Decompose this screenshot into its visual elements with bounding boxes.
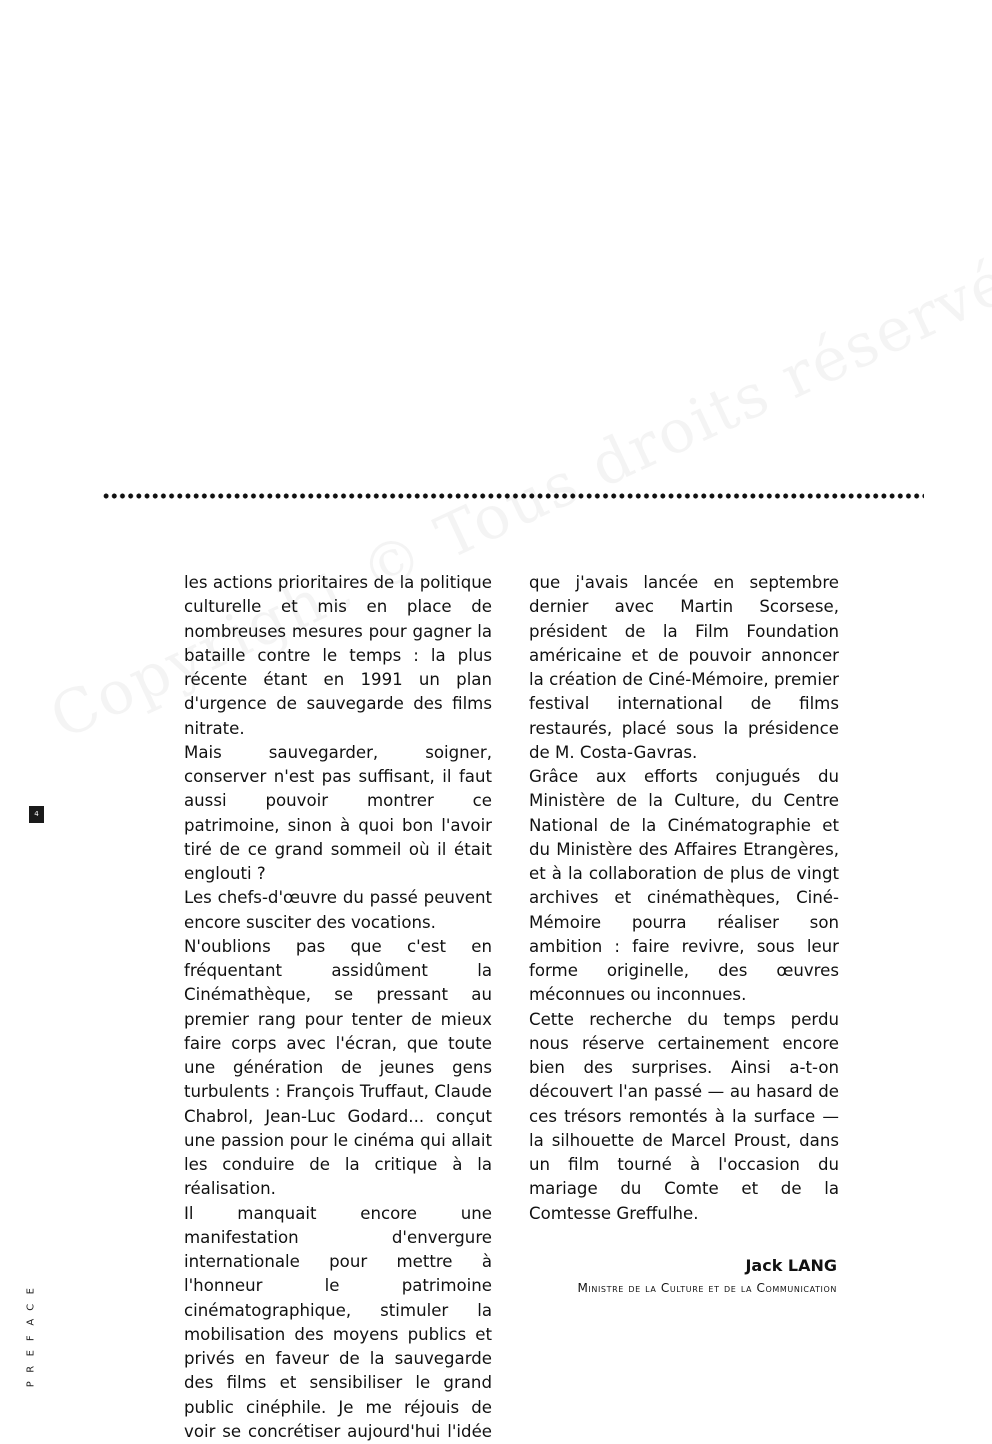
paragraph: N'oublions pas que c'est en fréquentant assidûment la Cinémathèque, se pressant au premier rang pour tenter de mieux faire corps avec l'écran, que toute une génération de jeunes gens turbulents : François Truffaut, Claude Chabrol, Jean-Luc Godard... conçut une passion pour le cinéma qui allait les conduire de la critique à la réalisation.: [184, 935, 492, 1202]
paragraph: Les chefs-d'œuvre du passé peuvent encore susciter des vocations.: [184, 886, 492, 935]
paragraph: que j'avais lancée en septembre dernier avec Martin Scorsese, président de la Film Foundation américaine et de pouvoir annoncer la création de Ciné-Mémoire, premier festival international de films restaurés, placé sous la présidence de M. Costa-Gavras.: [529, 571, 839, 765]
paragraph: Mais sauvegarder, soigner, conserver n'est pas suffisant, il faut aussi pouvoir montrer ce patrimoine, sinon à quoi bon l'avoir tiré de ce grand sommeil où il était englouti ?: [184, 741, 492, 887]
side-label-letter: R: [23, 1361, 39, 1375]
side-label-letter: A: [23, 1315, 39, 1329]
side-label-letter: E: [23, 1346, 39, 1360]
side-label-letter: E: [23, 1284, 39, 1298]
side-label-letter: F: [23, 1330, 39, 1344]
section-side-label: [24, 1283, 38, 1392]
page-number: 4: [29, 806, 44, 823]
paragraph: Cette recherche du temps perdu nous réserve certainement encore bien des surprises. Ainsi a-t-on découvert l'an passé — au hasard de ces trésors remontés à la surface — la silhouette de Marcel Proust, dans un film tourné à l'occasion du mariage du Comte et de la Comtesse Greffulhe.: [529, 1008, 839, 1226]
side-label-letter: C: [23, 1299, 39, 1313]
signature-title: Ministre de la Culture et de la Communication: [500, 1281, 837, 1295]
paragraph: Grâce aux efforts conjugués du Ministère de la Culture, du Centre National de la Cinématographie et du Ministère des Affaires Etrangères, et à la collaboration de plus de vingt archives et cinémathèques, Ciné-Mémoire pourra réaliser son ambition : faire revivre, sous leur forme originelle, des œuvres méconnues ou inconnues.: [529, 765, 839, 1008]
right-text-column: [529, 571, 839, 1226]
paragraph: Il manquait encore une manifestation d'envergure internationale pour mettre à l'honneur le patrimoine cinématographique, stimuler la mobilisation des moyens publics et privés en faveur de la sauvegarde des films et sensibiliser le grand public cinéphile. Je me réjouis de voir se concrétiser aujourd'hui l'idée: [184, 1202, 492, 1444]
dotted-separator: [102, 492, 924, 500]
left-text-column: [184, 571, 492, 1444]
side-label-letter: P: [23, 1377, 39, 1391]
paragraph: les actions prioritaires de la politique culturelle et mis en place de nombreuses mesures pour gagner la bataille contre le temps : la plus récente étant en 1991 un plan d'urgence de sauvegarde des films nitrate.: [184, 571, 492, 741]
signature-name: Jack LANG: [600, 1256, 837, 1275]
